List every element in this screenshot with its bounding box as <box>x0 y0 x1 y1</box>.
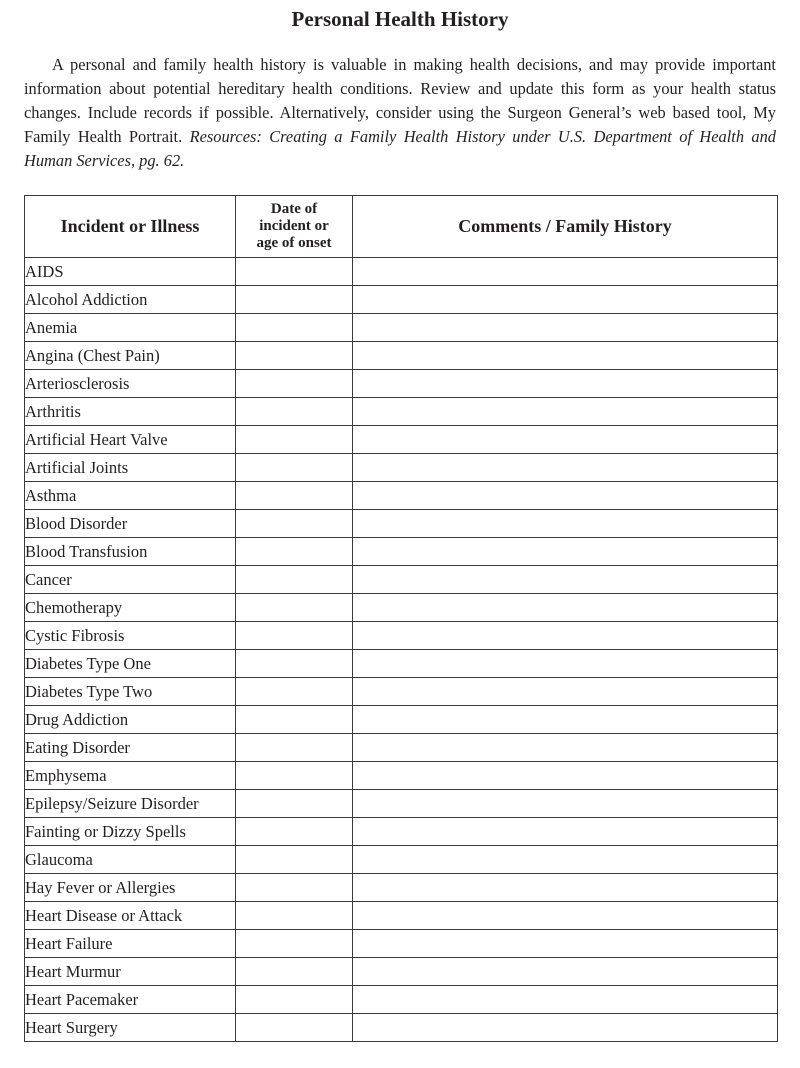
comments-cell[interactable] <box>353 510 778 538</box>
comments-cell[interactable] <box>353 1014 778 1042</box>
incident-cell: Drug Addiction <box>25 706 236 734</box>
comments-cell[interactable] <box>353 566 778 594</box>
health-history-table <box>24 195 778 1042</box>
comments-cell[interactable] <box>353 398 778 426</box>
date-cell[interactable] <box>236 818 353 846</box>
table-row <box>25 426 778 454</box>
incident-cell: Glaucoma <box>25 846 236 874</box>
header-date-line2: incident or <box>259 218 329 234</box>
date-cell[interactable] <box>236 258 353 286</box>
comments-cell[interactable] <box>353 342 778 370</box>
incident-cell: Arthritis <box>25 398 236 426</box>
table-row <box>25 1014 778 1042</box>
date-cell[interactable] <box>236 958 353 986</box>
table-row <box>25 398 778 426</box>
table-row <box>25 566 778 594</box>
intro-paragraph <box>24 53 776 173</box>
table-row <box>25 258 778 286</box>
table-row <box>25 342 778 370</box>
date-cell[interactable] <box>236 874 353 902</box>
page-title: Personal Health History <box>291 7 509 31</box>
comments-cell[interactable] <box>353 454 778 482</box>
incident-cell: Anemia <box>25 314 236 342</box>
table-row <box>25 958 778 986</box>
table-row <box>25 678 778 706</box>
comments-cell[interactable] <box>353 678 778 706</box>
table-row <box>25 706 778 734</box>
incident-cell: Eating Disorder <box>25 734 236 762</box>
incident-cell: Blood Disorder <box>25 510 236 538</box>
incident-cell: Alcohol Addiction <box>25 286 236 314</box>
table-row <box>25 510 778 538</box>
table-row <box>25 370 778 398</box>
date-cell[interactable] <box>236 762 353 790</box>
incident-cell: Diabetes Type Two <box>25 678 236 706</box>
incident-cell: Diabetes Type One <box>25 650 236 678</box>
incident-cell: Cancer <box>25 566 236 594</box>
comments-cell[interactable] <box>353 538 778 566</box>
date-cell[interactable] <box>236 510 353 538</box>
comments-cell[interactable] <box>353 482 778 510</box>
table-row <box>25 454 778 482</box>
incident-cell: Fainting or Dizzy Spells <box>25 818 236 846</box>
incident-cell: Cystic Fibrosis <box>25 622 236 650</box>
date-cell[interactable] <box>236 454 353 482</box>
incident-cell: Heart Murmur <box>25 958 236 986</box>
date-cell[interactable] <box>236 622 353 650</box>
incident-cell: Heart Surgery <box>25 1014 236 1042</box>
table-row <box>25 286 778 314</box>
incident-cell: Arteriosclerosis <box>25 370 236 398</box>
date-cell[interactable] <box>236 1014 353 1042</box>
table-row <box>25 482 778 510</box>
table-row <box>25 902 778 930</box>
date-cell[interactable] <box>236 342 353 370</box>
incident-cell: Heart Pacemaker <box>25 986 236 1014</box>
header-date <box>236 196 353 258</box>
comments-cell[interactable] <box>353 706 778 734</box>
header-date-line3: age of onset <box>256 235 332 251</box>
incident-cell: Blood Transfusion <box>25 538 236 566</box>
comments-cell[interactable] <box>353 258 778 286</box>
incident-cell: Heart Disease or Attack <box>25 902 236 930</box>
date-cell[interactable] <box>236 986 353 1014</box>
comments-cell[interactable] <box>353 286 778 314</box>
table-row <box>25 818 778 846</box>
intro-text: A personal and family health history is valuable in making health decisions, and may provide important information about potential hereditary health conditions. Review and update this form as your health status changes. Include records if possible. Alternatively, consider using the Surgeon General’s web based tool, My Family Health Portrait. <box>24 55 776 146</box>
comments-cell[interactable] <box>353 790 778 818</box>
comments-cell[interactable] <box>353 902 778 930</box>
table-row <box>25 734 778 762</box>
date-cell[interactable] <box>236 538 353 566</box>
table-row <box>25 986 778 1014</box>
date-cell[interactable] <box>236 734 353 762</box>
incident-cell: Emphysema <box>25 762 236 790</box>
header-comments: Comments / Family History <box>353 196 778 258</box>
comments-cell[interactable] <box>353 370 778 398</box>
table-row <box>25 790 778 818</box>
comments-cell[interactable] <box>353 650 778 678</box>
comments-cell[interactable] <box>353 818 778 846</box>
incident-cell: Heart Failure <box>25 930 236 958</box>
date-cell[interactable] <box>236 846 353 874</box>
table-row <box>25 762 778 790</box>
table-row <box>25 846 778 874</box>
table-row <box>25 930 778 958</box>
table-row <box>25 314 778 342</box>
table-row <box>25 874 778 902</box>
header-incident: Incident or Illness <box>25 196 236 258</box>
date-cell[interactable] <box>236 678 353 706</box>
comments-cell[interactable] <box>353 846 778 874</box>
date-cell[interactable] <box>236 650 353 678</box>
date-cell[interactable] <box>236 286 353 314</box>
incident-cell: AIDS <box>25 258 236 286</box>
comments-cell[interactable] <box>353 734 778 762</box>
table-row <box>25 594 778 622</box>
incident-cell: Epilepsy/Seizure Disorder <box>25 790 236 818</box>
date-cell[interactable] <box>236 594 353 622</box>
date-cell[interactable] <box>236 426 353 454</box>
date-cell[interactable] <box>236 398 353 426</box>
comments-cell[interactable] <box>353 930 778 958</box>
table-row <box>25 622 778 650</box>
comments-cell[interactable] <box>353 958 778 986</box>
incident-cell: Asthma <box>25 482 236 510</box>
table-row <box>25 650 778 678</box>
comments-cell[interactable] <box>353 762 778 790</box>
date-cell[interactable] <box>236 482 353 510</box>
table-body <box>25 258 778 1042</box>
intro-reference: Resources: Creating a Family Health History under U.S. Department of Health and Human Services, pg. 62. <box>24 127 776 170</box>
comments-cell[interactable] <box>353 426 778 454</box>
date-cell[interactable] <box>236 790 353 818</box>
incident-cell: Artificial Heart Valve <box>25 426 236 454</box>
date-cell[interactable] <box>236 902 353 930</box>
date-cell[interactable] <box>236 314 353 342</box>
header-date-line1: Date of <box>270 201 318 217</box>
incident-cell: Hay Fever or Allergies <box>25 874 236 902</box>
comments-cell[interactable] <box>353 594 778 622</box>
date-cell[interactable] <box>236 566 353 594</box>
header-row <box>25 196 778 258</box>
date-cell[interactable] <box>236 930 353 958</box>
incident-cell: Chemotherapy <box>25 594 236 622</box>
comments-cell[interactable] <box>353 986 778 1014</box>
table-row <box>25 538 778 566</box>
comments-cell[interactable] <box>353 874 778 902</box>
date-cell[interactable] <box>236 706 353 734</box>
incident-cell: Angina (Chest Pain) <box>25 342 236 370</box>
comments-cell[interactable] <box>353 622 778 650</box>
date-cell[interactable] <box>236 370 353 398</box>
incident-cell: Artificial Joints <box>25 454 236 482</box>
comments-cell[interactable] <box>353 314 778 342</box>
